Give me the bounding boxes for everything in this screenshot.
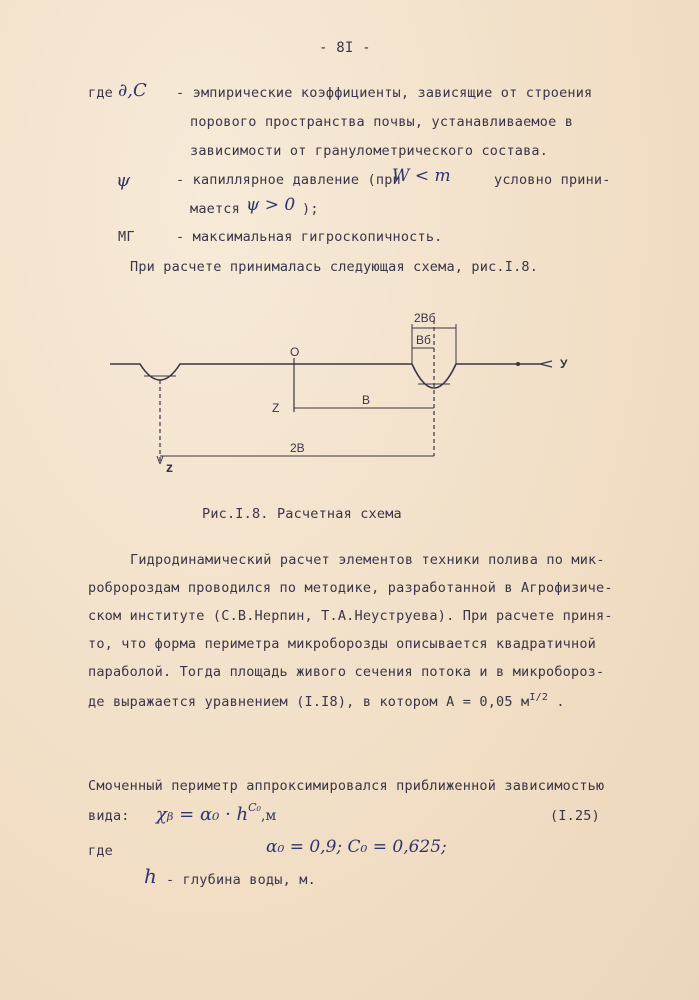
intro-text: При расчете принималась следующая схема, рис.I.8. (130, 259, 539, 275)
psi-symbol: ψ (116, 170, 131, 191)
coeff-symbols: ∂,C (118, 80, 147, 101)
where-label-2: где (88, 843, 113, 859)
label-O: О (290, 345, 300, 359)
para2-line-2: вида: (88, 808, 130, 824)
def-psi-line1: - капиллярное давление (при (176, 172, 401, 188)
def-coeff-line1: - эмпирические коэффициенты, зависящие от строения (176, 85, 593, 101)
formula-main: χᵦ = α₀ · h (156, 804, 249, 825)
formula-exp: C₀ (248, 801, 261, 814)
y-axis-arrow (540, 361, 552, 367)
para-line-5: параболой. Тогда площадь живого сечения потока и в микробороз- (88, 664, 605, 680)
label-B: В (362, 393, 371, 407)
def-coeff-line2: порового пространства почвы, устанавливаемое в (190, 114, 574, 130)
formula-unit: ,м (260, 808, 277, 824)
calc-scheme-diagram (100, 300, 620, 490)
label-2B: 2В (290, 441, 305, 455)
para-line-2: робророздам проводился по методике, разработанной в Агрофизиче- (88, 580, 613, 596)
def-psi-line2-end: ); (302, 201, 319, 217)
para-line-1: Гидродинамический расчет элементов техники полива по мик- (130, 552, 605, 568)
exponent: I/2 (529, 692, 549, 703)
def-coeff-line3: зависимости от гранулометрического состава. (190, 143, 549, 159)
scheme-svg (100, 300, 620, 490)
formula (156, 801, 276, 825)
figure-caption: Рис.I.8. Расчетная схема (202, 506, 402, 522)
coefficients: α₀ = 0,9; C₀ = 0,625; (266, 837, 447, 857)
where-label-1: где (88, 85, 113, 101)
label-2Bb: 2Вб (414, 311, 436, 325)
h-definition: - глубина воды, м. (166, 872, 316, 888)
para-line-3: ском институте (С.В.Нерпин, Т.А.Неуструева). При расчете приня- (88, 608, 613, 624)
page-number: - 8I - (319, 40, 371, 56)
h-symbol: h (144, 864, 157, 888)
y-axis-dot (516, 362, 520, 366)
para-line-6-text: де выражается уравнением (I.I8), в котором А = 0,05 м (88, 694, 530, 710)
mg-term: МГ (118, 229, 135, 245)
para-line-6: де выражается уравнением (I.I8), в котором А = 0,05 $м^{I/2}$ . (88, 692, 565, 710)
label-Z: Z (272, 401, 280, 415)
psi-condition-2: ψ > 0 (246, 195, 296, 215)
label-Bb: Вб (416, 333, 431, 347)
def-psi-line1-end: условно прини- (494, 172, 611, 188)
psi-condition: W < m (392, 166, 451, 186)
equation-number: (I.25) (550, 808, 600, 824)
def-psi-line2: мается (190, 201, 240, 217)
label-y: У (560, 357, 568, 371)
def-mg: - максимальная гигроскопичность. (176, 229, 443, 245)
label-z-axis: z (166, 459, 173, 475)
para-line-4: то, что форма периметра микроборозды описывается квадратичной (88, 636, 596, 652)
para2-line-1: Смоченный периметр аппроксимировался приближенной зависимостью (88, 778, 605, 794)
